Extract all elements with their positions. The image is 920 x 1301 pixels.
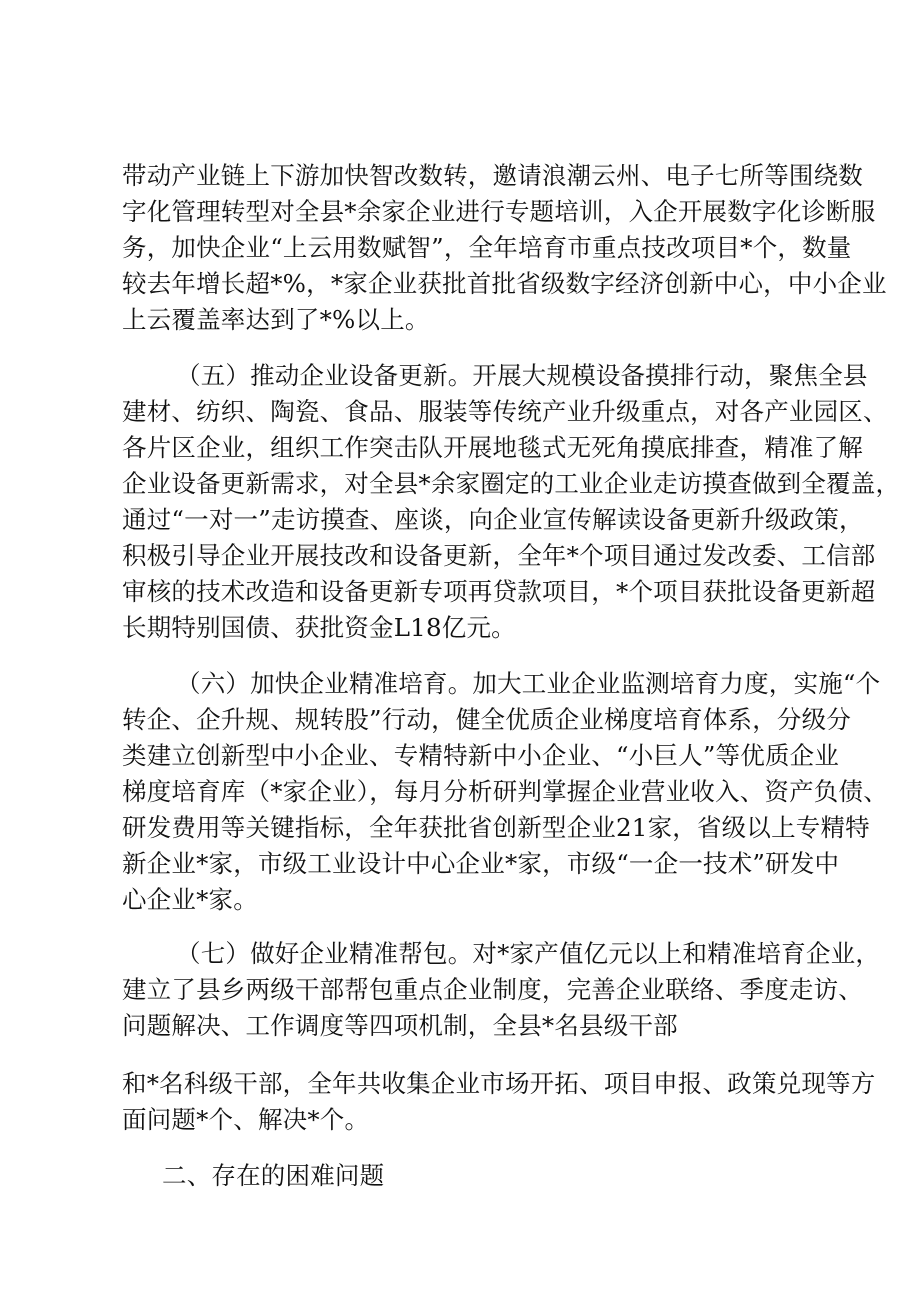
text-line: 建材、纺织、陶瓷、食品、服装等传统产业升级重点，对各产业园区、 (122, 397, 888, 426)
text-line: 和*名科级干部，全年共收集企业市场开拓、项目申报、政策兑现等方 (122, 1069, 876, 1098)
text-line: 梯度培育库（*家企业），每月分析研判掌握企业营业收入、资产负债、 (122, 777, 888, 806)
text-line: 类建立创新型中小企业、专精特新中小企业、“小巨人”等优质企业 (122, 741, 840, 770)
text-line: 较去年增长超*%，*家企业获批首批省级数字经济创新中心，中小企业 (122, 269, 887, 298)
text-line: 积极引导企业开展技改和设备更新，全年*个项目通过发改委、工信部 (122, 541, 876, 570)
paragraph-start-line: （五）推动企业设备更新。开展大规模设备摸排行动，聚焦全县 (176, 361, 868, 390)
text-line: 务，加快企业“上云用数赋智”，全年培育市重点技改项目*个，数量 (122, 233, 852, 262)
text-line: 上云覆盖率达到了*%以上。 (122, 305, 430, 334)
paragraph-start-line: （七）做好企业精准帮包。对*家产值亿元以上和精准培育企业， (176, 939, 881, 968)
text-line: 研发费用等关键指标，全年获批省创新型企业21家，省级以上专精特 (122, 813, 870, 842)
text-line: 企业设备更新需求，对全县*余家圈定的工业企业走访摸查做到全覆盖， (122, 469, 901, 498)
paragraph-start-line: （六）加快企业精准培育。加大工业企业监测培育力度，实施“个 (176, 669, 881, 698)
text-line: 审核的技术改造和设备更新专项再贷款项目，*个项目获批设备更新超 (122, 577, 876, 606)
text-line: 通过“一对一”走访摸查、座谈，向企业宣传解读设备更新升级政策， (122, 505, 864, 534)
text-line: 字化管理转型对全县*余家企业进行专题培训，入企开展数字化诊断服 (122, 197, 876, 226)
text-line: 长期特别国债、获批资金L18亿元。 (122, 613, 516, 642)
text-line: 建立了县乡两级干部帮包重点企业制度，完善企业联络、季度走访、 (122, 975, 863, 1004)
section-heading: 二、存在的困难问题 (162, 1161, 385, 1190)
text-line: 带动产业链上下游加快智改数转，邀请浪潮云州、电子七所等围绕数 (122, 161, 863, 190)
text-line: 面问题*个、解决*个。 (122, 1105, 370, 1134)
text-line: 新企业*家，市级工业设计中心企业*家，市级“一企一技术”研发中 (122, 849, 840, 878)
text-line: 问题解决、工作调度等四项机制，全县*名县级干部 (122, 1011, 678, 1040)
text-line: 心企业*家。 (122, 885, 258, 914)
text-line: 各片区企业，组织工作突击队开展地毯式无死角摸底排查，精准了解 (122, 433, 863, 462)
text-line: 转企、企升规、规转股”行动，健全优质企业梯度培育体系，分级分 (122, 705, 852, 734)
